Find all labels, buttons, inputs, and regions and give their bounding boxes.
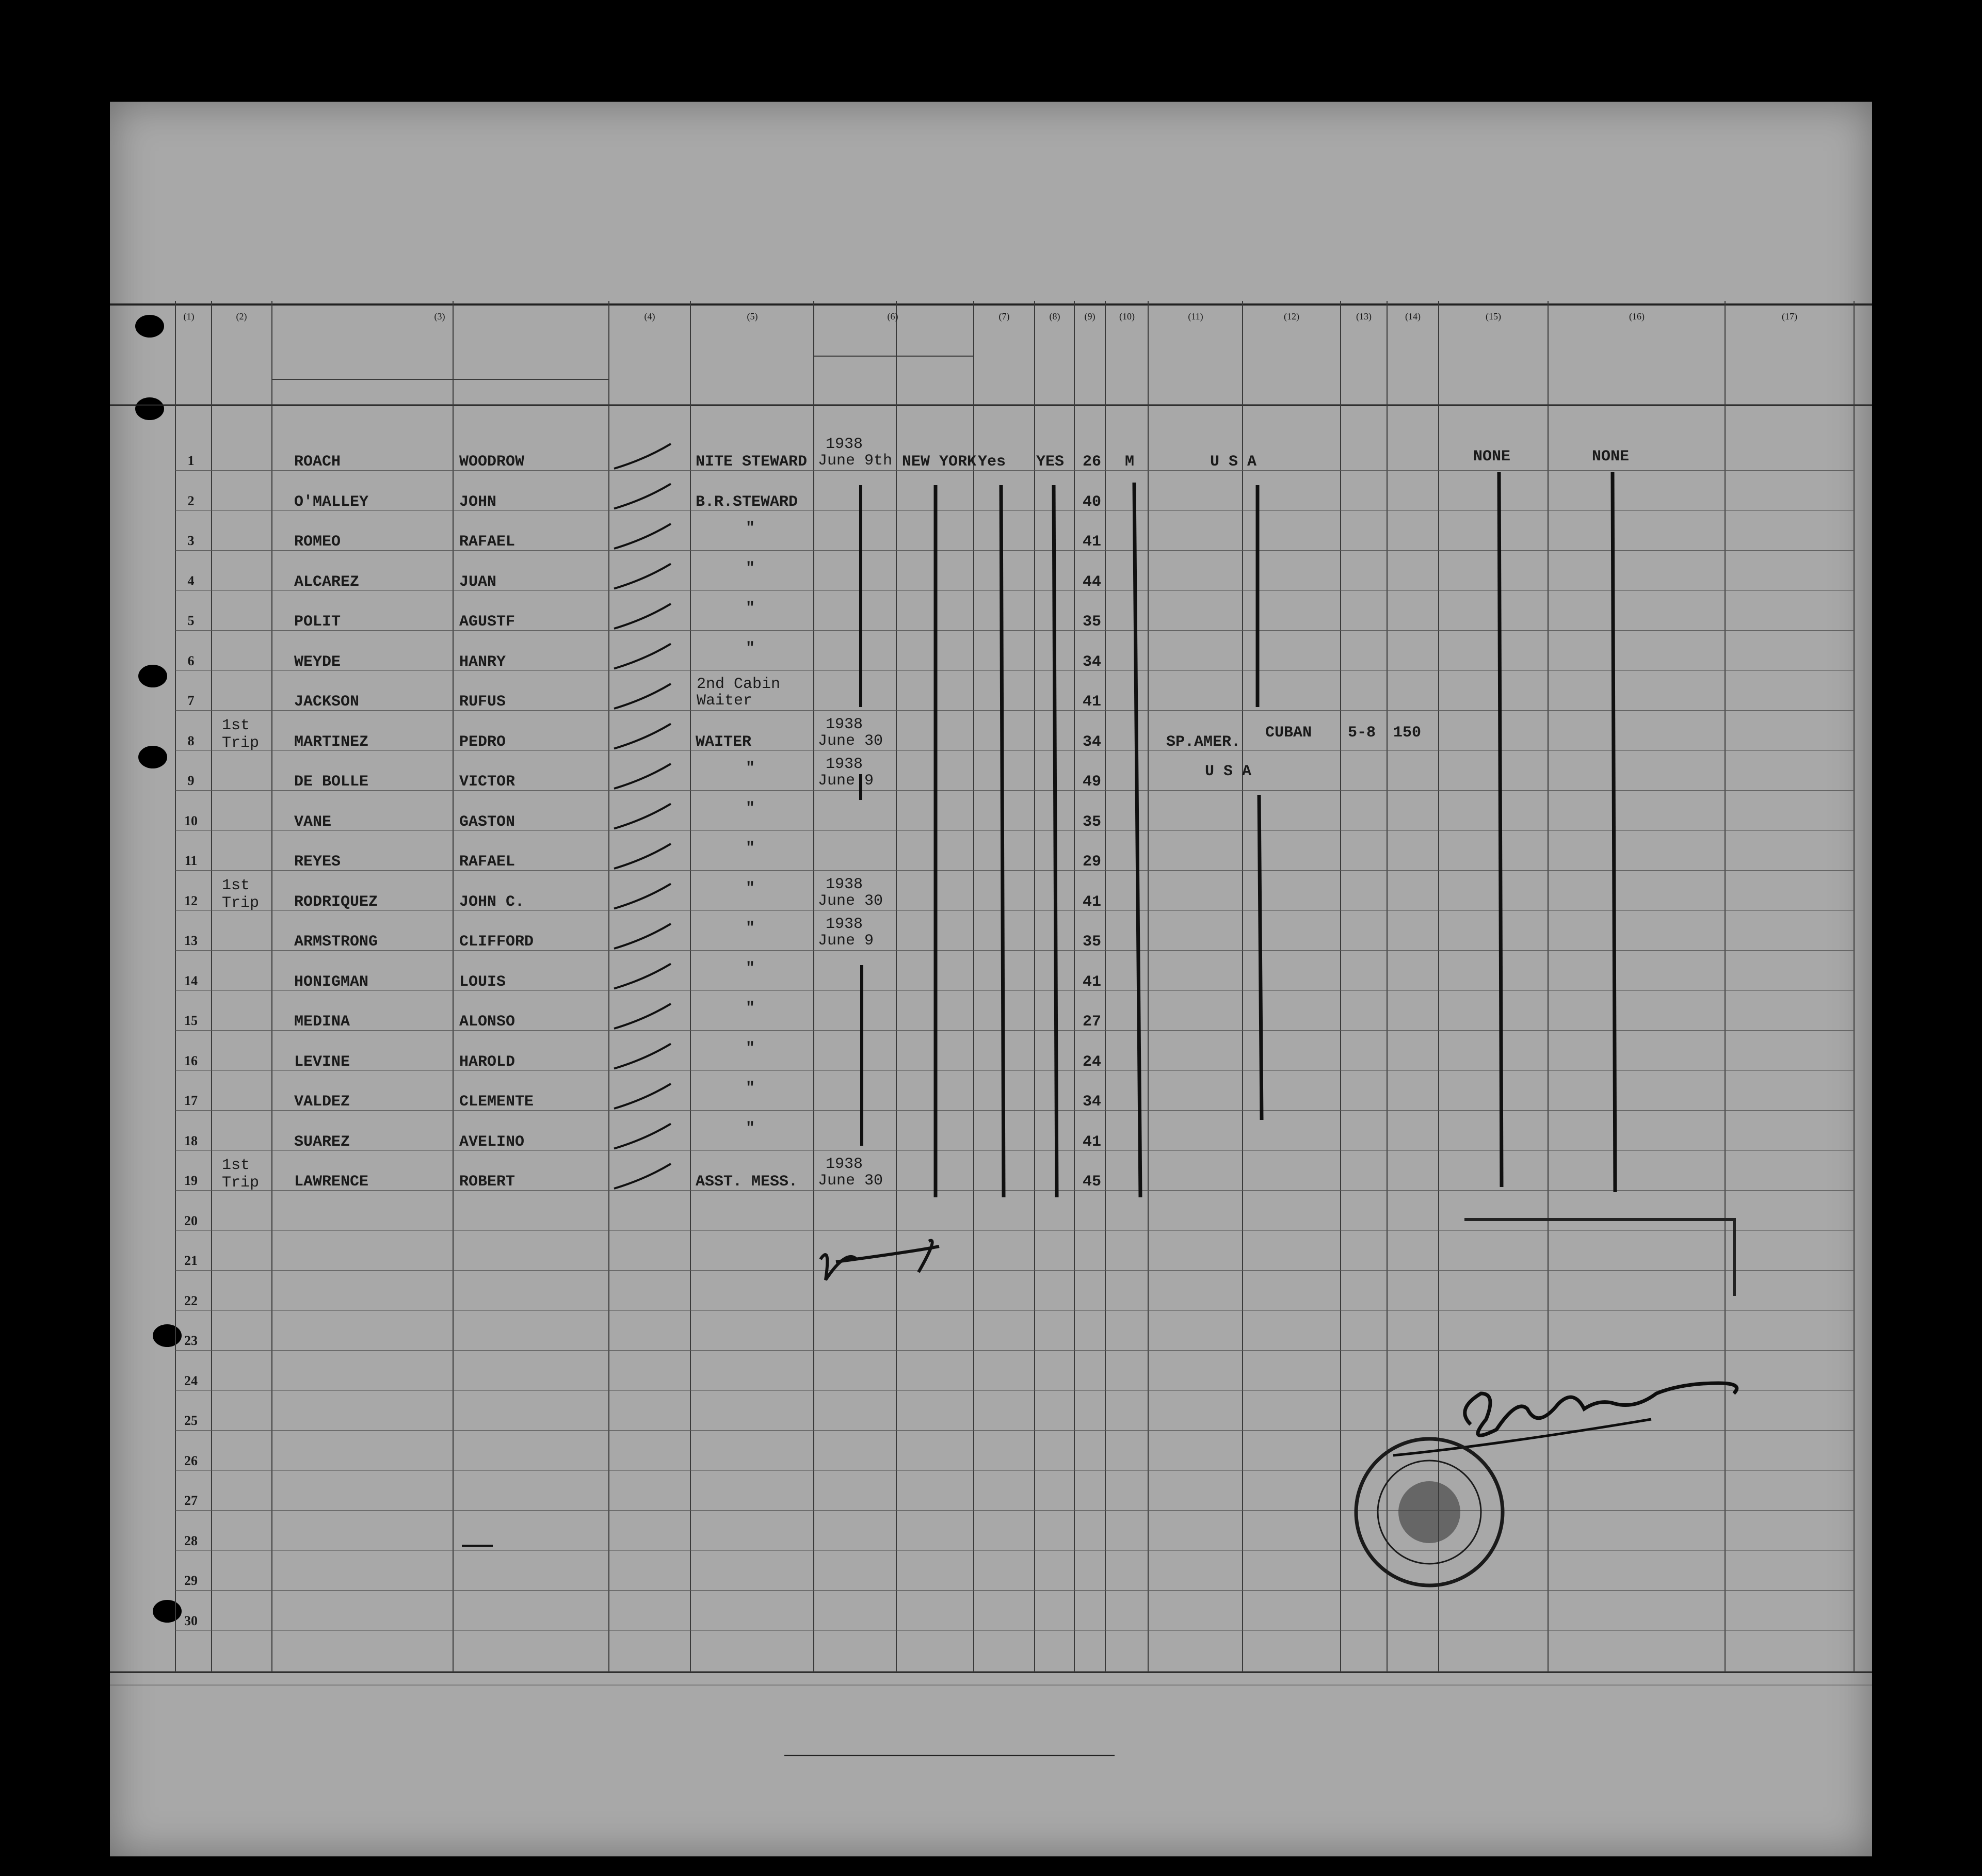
given-name: GASTON (459, 813, 515, 831)
inspector-signature-line (784, 1755, 1115, 1756)
shipped-year: 1938 (826, 1156, 863, 1173)
position: NITE STEWARD (696, 453, 808, 471)
age: 45 (1083, 1173, 1102, 1191)
given-name: RAFAEL (459, 533, 515, 551)
given-name: CLIFFORD (459, 933, 534, 951)
position-ditto: " (746, 600, 755, 617)
row-number: 7 (187, 693, 195, 708)
age: 41 (1083, 1133, 1102, 1151)
age: 29 (1083, 853, 1102, 871)
position-ditto: " (746, 799, 755, 817)
last-voyage-trip: 1st (222, 1157, 250, 1174)
family-name: DE BOLLE (294, 773, 369, 791)
family-name: MARTINEZ (294, 733, 369, 751)
position-ditto: " (746, 559, 755, 578)
age: 35 (1083, 813, 1102, 831)
row-number: 21 (184, 1253, 198, 1268)
remarks: NONE (1592, 448, 1630, 466)
row-number: 23 (184, 1333, 198, 1348)
family-name: SUAREZ (294, 1133, 350, 1151)
last-voyage-trip: Trip (222, 734, 260, 752)
row-number: 29 (184, 1573, 198, 1588)
column-number: (13) (1356, 311, 1372, 322)
given-name: JOHN C. (459, 893, 525, 911)
discharge: Yes (978, 453, 1006, 471)
age: 27 (1083, 1013, 1102, 1031)
row-number: 27 (184, 1493, 198, 1508)
row-number: 15 (184, 1013, 198, 1028)
family-name: JACKSON (294, 693, 360, 711)
column-number: (5) (747, 311, 758, 322)
given-name: VICTOR (459, 773, 515, 791)
family-name: MEDINA (294, 1013, 350, 1031)
row-number: 13 (184, 933, 198, 948)
column-number: (8) (1049, 311, 1060, 322)
age: 44 (1083, 573, 1102, 591)
row-number: 30 (184, 1613, 198, 1628)
position: B.R.STEWARD (696, 493, 798, 511)
position-ditto: " (746, 1080, 755, 1097)
row-number: 18 (184, 1133, 198, 1148)
given-name: JUAN (459, 573, 497, 591)
age: 24 (1083, 1053, 1102, 1071)
shipped-when: June 9 (818, 772, 874, 790)
shipped-year: 1938 (826, 756, 863, 773)
row-number: 26 (184, 1453, 198, 1468)
row-number: 9 (187, 773, 195, 788)
shipped-when: June 30 (818, 1172, 883, 1190)
column-number: (15) (1486, 311, 1501, 322)
family-name: WEYDE (294, 653, 341, 671)
race: U S A (1205, 763, 1252, 780)
given-name: RAFAEL (459, 853, 515, 871)
shipped-year: 1938 (826, 436, 863, 453)
family-name: O'MALLEY (294, 493, 369, 511)
age: 26 (1083, 453, 1102, 471)
column-number: (6) (887, 311, 898, 322)
column-number: (9) (1084, 311, 1095, 322)
age: 34 (1083, 1093, 1102, 1111)
age: 34 (1083, 733, 1102, 751)
family-name: RODRIQUEZ (294, 893, 378, 911)
age: 41 (1083, 533, 1102, 551)
shipped-when: June 9th (818, 452, 893, 470)
age: 41 (1083, 893, 1102, 911)
column-number: (7) (998, 311, 1010, 322)
family-name: VALDEZ (294, 1093, 350, 1111)
row-number: 28 (184, 1533, 198, 1548)
column-number: (3) (434, 311, 445, 322)
given-name: HANRY (459, 653, 506, 671)
row-number: 25 (184, 1413, 198, 1428)
shipped-when: June 9 (818, 932, 874, 950)
given-name: CLEMENTE (459, 1093, 534, 1111)
row-number: 1 (187, 453, 195, 468)
column-number: (10) (1119, 311, 1135, 322)
position-ditto: " (746, 760, 755, 777)
family-name: VANE (294, 813, 332, 831)
shipped-when: June 30 (818, 732, 883, 750)
family-name: LAWRENCE (294, 1173, 369, 1191)
family-name: ARMSTRONG (294, 933, 378, 951)
shipped-year: 1938 (826, 916, 863, 933)
sex: M (1125, 453, 1135, 471)
row-number: 5 (187, 613, 195, 628)
last-voyage-trip: Trip (222, 1174, 260, 1192)
given-name: LOUIS (459, 973, 506, 991)
given-name: ALONSO (459, 1013, 515, 1031)
last-voyage-trip: Trip (222, 894, 260, 912)
position: Waiter (697, 692, 753, 710)
nationality: CUBAN (1265, 724, 1312, 742)
row-number: 17 (184, 1093, 198, 1108)
position: ASST. MESS. (696, 1173, 798, 1191)
position: WAITER (696, 733, 752, 751)
last-voyage-trip: 1st (222, 876, 250, 894)
age: 41 (1083, 973, 1102, 991)
column-number: (16) (1629, 311, 1645, 322)
row-number: 11 (184, 853, 198, 868)
position-ditto: " (746, 1039, 755, 1057)
given-name: AGUSTF (459, 613, 515, 631)
last-voyage-trip: 1st (222, 716, 250, 734)
row-number: 3 (187, 533, 195, 548)
given-name: HAROLD (459, 1053, 515, 1071)
given-name: RUFUS (459, 693, 506, 711)
shipped-when: June 30 (818, 892, 883, 910)
row-number: 16 (184, 1053, 198, 1068)
column-number: (2) (236, 311, 247, 322)
given-name: ROBERT (459, 1173, 515, 1191)
given-name: WOODROW (459, 453, 525, 471)
family-name: HONIGMAN (294, 973, 369, 991)
position-ditto: " (746, 639, 755, 658)
age: 41 (1083, 693, 1102, 711)
age: 49 (1083, 773, 1102, 791)
given-name: PEDRO (459, 733, 506, 751)
column-number: (11) (1188, 311, 1203, 322)
height: 5-8 (1348, 724, 1376, 742)
column-number: (4) (644, 311, 655, 322)
physical-marks: NONE (1473, 448, 1511, 466)
row-number: 24 (184, 1373, 198, 1388)
column-number: (14) (1405, 311, 1421, 322)
given-name: AVELINO (459, 1133, 525, 1151)
family-name: POLIT (294, 613, 341, 631)
position-ditto: " (746, 520, 755, 537)
age: 40 (1083, 493, 1102, 511)
family-name: ROMEO (294, 533, 341, 551)
able-to-read: YES (1036, 453, 1065, 471)
age: 34 (1083, 653, 1102, 671)
family-name: ROACH (294, 453, 341, 471)
row-number: 4 (187, 573, 195, 588)
row-number: 20 (184, 1213, 198, 1228)
shipped-where: NEW YORK (902, 453, 977, 471)
position-ditto: " (746, 920, 755, 937)
row-number: 8 (187, 733, 195, 748)
family-name: ALCAREZ (294, 573, 360, 591)
position-ditto: " (746, 1119, 755, 1137)
position-ditto: " (746, 840, 755, 857)
given-name: JOHN (459, 493, 497, 511)
column-number: (17) (1782, 311, 1797, 322)
row-number: 6 (187, 653, 195, 668)
column-number: (1) (183, 311, 195, 322)
position-ditto: " (746, 1000, 755, 1017)
row-number: 10 (184, 813, 198, 828)
row-number: 22 (184, 1293, 198, 1308)
race: U S A (1210, 453, 1257, 471)
row-number: 19 (184, 1173, 198, 1188)
shipped-year: 1938 (826, 875, 863, 893)
position: 2nd Cabin (697, 676, 781, 693)
shipped-year: 1938 (826, 715, 863, 733)
weight: 150 (1393, 724, 1422, 742)
row-number: 14 (184, 973, 198, 988)
position-ditto: " (746, 879, 755, 897)
family-name: LEVINE (294, 1053, 350, 1071)
age: 35 (1083, 613, 1102, 631)
age: 35 (1083, 933, 1102, 951)
column-number: (12) (1284, 311, 1299, 322)
position-ditto: " (746, 959, 755, 977)
race: SP.AMER. (1166, 733, 1241, 751)
family-name: REYES (294, 853, 341, 871)
row-number: 12 (184, 893, 198, 908)
row-number: 2 (187, 493, 195, 508)
